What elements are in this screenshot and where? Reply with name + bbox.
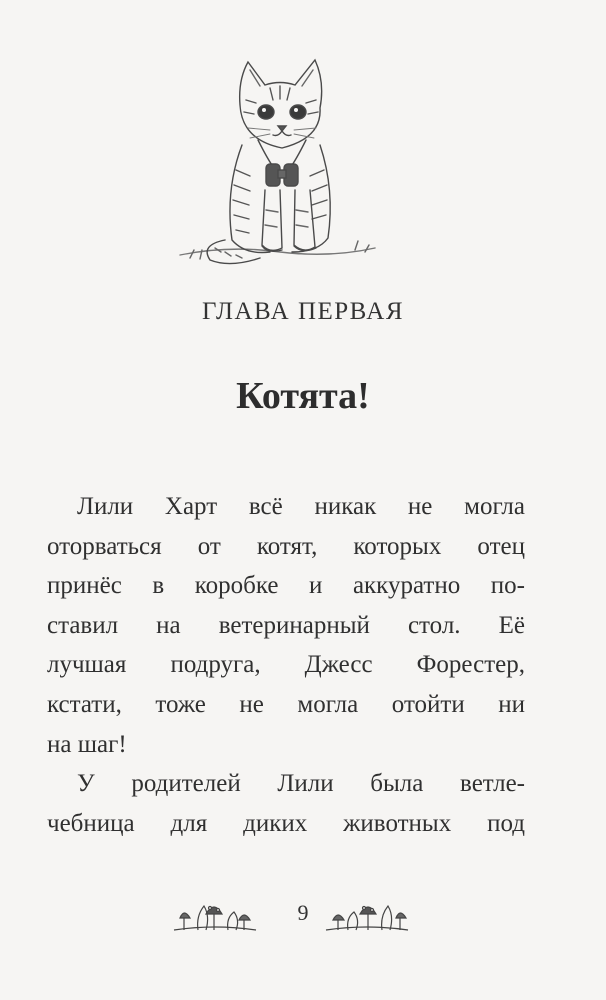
text-line: оторваться от котят, которых отец [47,532,525,560]
page-number: 9 [297,900,309,925]
page-footer [0,896,606,936]
text-line: У родителей Лили была ветле- [77,770,525,798]
mushroom-ornament-icon [322,896,412,934]
text-line: чебница для диких животных под [47,809,525,837]
text-line: принёс в коробке и аккуратно по- [47,572,525,600]
text-line: на шаг! [47,730,127,758]
body-text [47,487,525,843]
text-line: лучшая подруга, Джесс Форестер, [47,651,525,679]
chapter-title: Котята! [236,375,370,417]
text-line: кстати, тоже не могла отойти ни [47,690,525,718]
text-line: Лили Харт всё никак не могла [77,493,525,520]
text-line: ставил на ветеринарный стол. Её [47,611,525,639]
kitten-illustration-icon [170,40,390,270]
chapter-label: ГЛАВА ПЕРВАЯ [201,298,405,325]
